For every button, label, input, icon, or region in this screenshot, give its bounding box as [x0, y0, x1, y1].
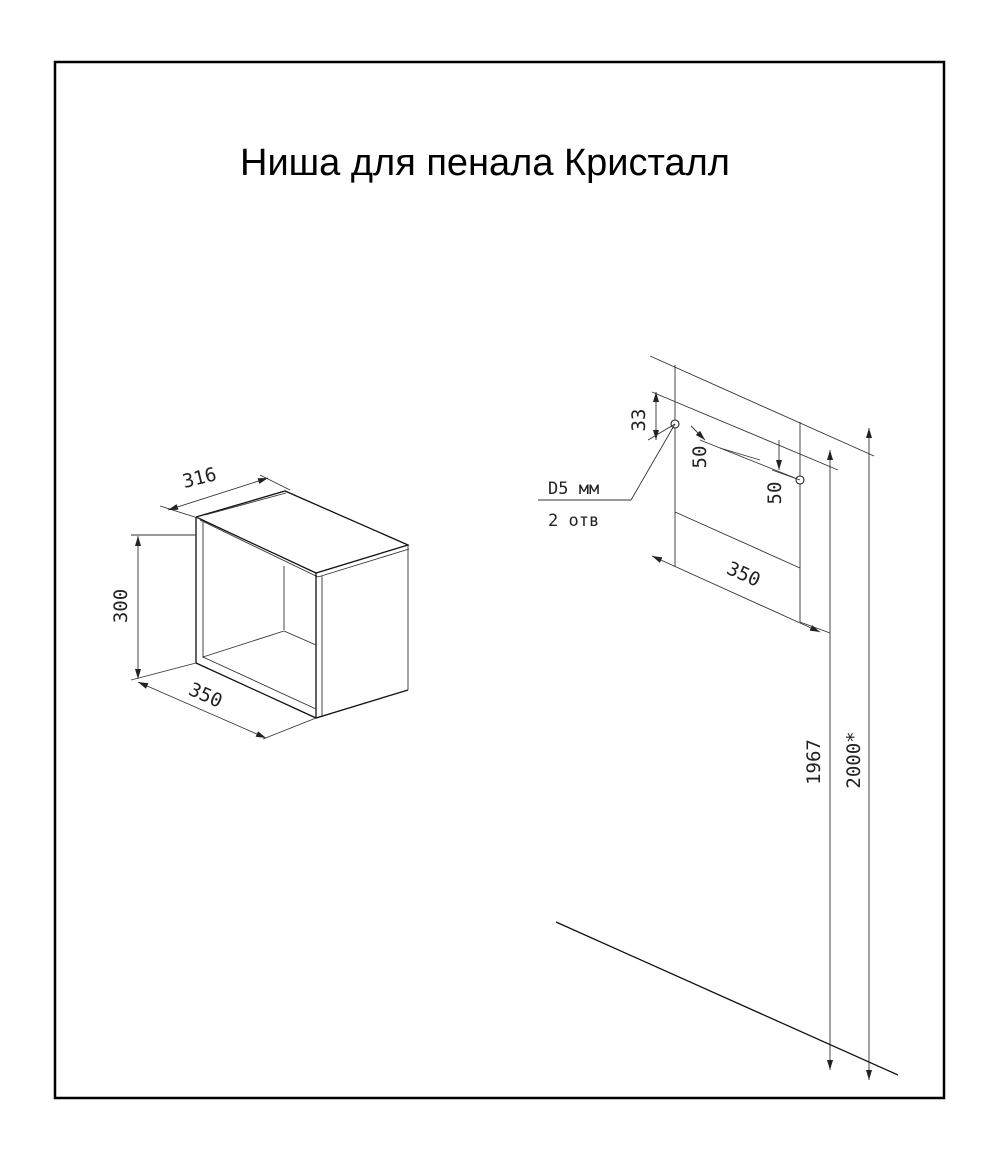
- niche-line-2: [700, 440, 800, 480]
- box-top-panel: [196, 491, 408, 573]
- box-top-panel-edge: [200, 520, 318, 577]
- hole-callout-count: 2 отв: [548, 511, 600, 531]
- hole-callout-diameter: D5 мм: [548, 479, 600, 499]
- dimension-height-label: 300: [110, 588, 132, 624]
- top-reference-line: [650, 356, 874, 456]
- dimension-hole-spacing-right: [764, 440, 800, 504]
- dimension-total-height-label: 2000*: [843, 731, 865, 789]
- sheet-frame: [55, 62, 944, 1098]
- niche-box-isometric: [196, 491, 409, 718]
- dimension-hole-spacing-right-label: 50: [764, 481, 786, 505]
- box-top-panel-back-edge: [205, 493, 286, 515]
- mounting-elevation: [556, 356, 898, 1080]
- dimension-top-offset-label: 33: [628, 408, 650, 432]
- box-bottom-inner-right: [284, 631, 316, 645]
- drawing-title: Ниша для пенала Кристалл: [240, 142, 730, 184]
- dimension-mount-width: [652, 556, 830, 633]
- dimension-depth: [160, 463, 290, 519]
- niche-line-3: [720, 448, 760, 460]
- dimension-hole-spacing-left-label: 50: [689, 445, 711, 469]
- dimension-height: [110, 535, 196, 680]
- dimension-depth-label: 316: [180, 463, 219, 494]
- dimension-width: [138, 678, 316, 739]
- box-bottom-inner-back: [203, 631, 284, 657]
- dimension-top-offset: [628, 392, 675, 440]
- dimension-width-label: 350: [185, 678, 226, 713]
- dimension-hole-spacing-left: [689, 426, 711, 468]
- hole-callout: [538, 424, 675, 531]
- dimension-mount-width-label: 350: [723, 557, 764, 592]
- box-top-panel-edge: [318, 549, 409, 577]
- dimension-mount-height-label: 1967: [803, 739, 825, 785]
- box-bottom-panel: [196, 663, 408, 718]
- floor-line: [556, 922, 898, 1075]
